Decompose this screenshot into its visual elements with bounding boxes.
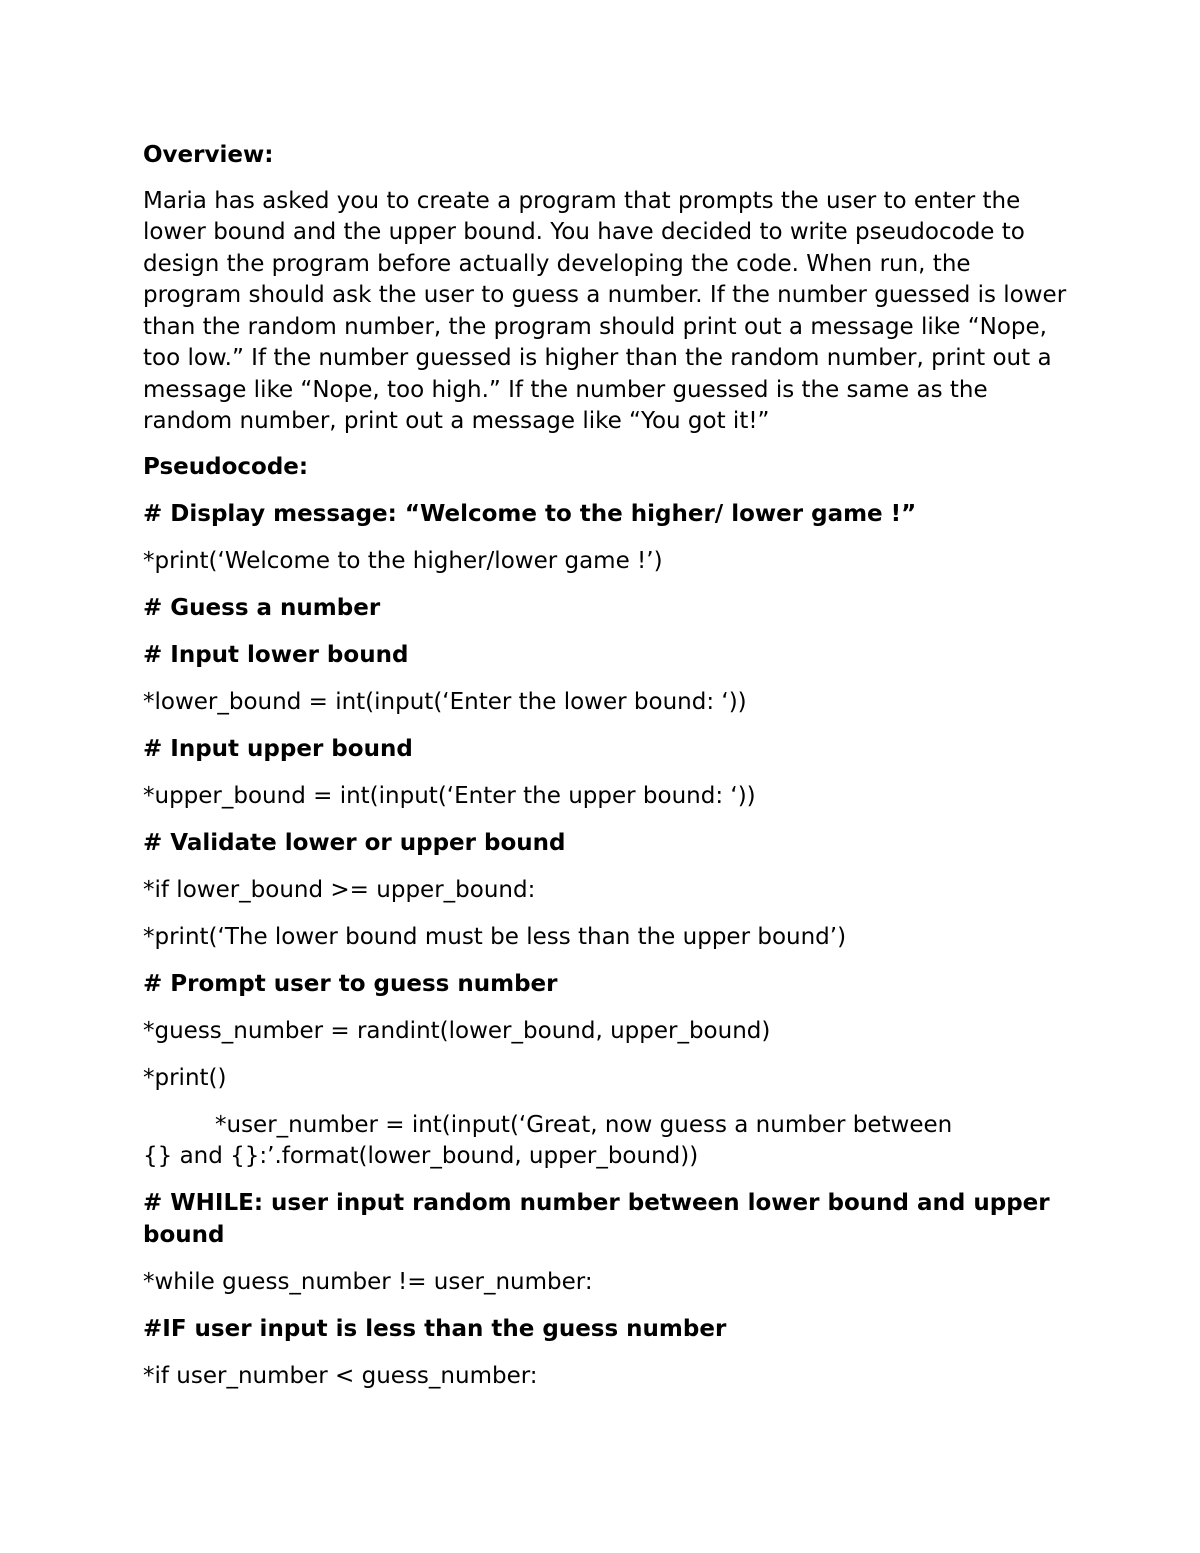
spacer (143, 1345, 1073, 1361)
comment-guess-number: # Guess a number (143, 594, 381, 621)
spacer (143, 1047, 1073, 1063)
spacer (143, 1094, 1073, 1110)
spacer (143, 624, 1073, 640)
code-lower-bound: *lower_bound = int(input(‘Enter the lower bound: ‘)) (143, 688, 747, 715)
comment-input-upper: # Input upper bound (143, 735, 413, 762)
overview-paragraph: Maria has asked you to create a program that prompts the user to enter the lower bound and the upper bound. You have decided to write pseudocode to design the program before actually developing the code. When run, the program should ask the user to guess a number. If the number guessed is lower than the random number, the program should print out a message like “Nope, too low.” If the number guessed is higher than the random number, print out a message like “Nope, too high.” If the number guessed is the same as the random number, print out a message like “You got it!” (143, 187, 1067, 434)
code-if-less: *if user_number < guess_number: (143, 1362, 538, 1389)
spacer (143, 483, 1073, 499)
spacer (143, 906, 1073, 922)
code-if-validate: *if lower_bound >= upper_bound: (143, 876, 536, 903)
spacer (143, 530, 1073, 546)
spacer (143, 718, 1073, 734)
spacer (143, 577, 1073, 593)
code-user-number (143, 1110, 1073, 1173)
code-print-welcome: *print(‘Welcome to the higher/lower game !’) (143, 547, 663, 574)
overview-heading: Overview: (143, 142, 274, 168)
comment-prompt-guess: # Prompt user to guess number (143, 970, 558, 997)
spacer (143, 671, 1073, 687)
code-print-empty: *print() (143, 1064, 227, 1091)
comment-input-lower: # Input lower bound (143, 641, 409, 668)
code-print-validate: *print(‘The lower bound must be less than the upper bound’) (143, 923, 847, 950)
spacer (143, 765, 1073, 781)
code-user-number-line-2: {} and {}:’.format(lower_bound, upper_bound)) (143, 1143, 699, 1169)
pseudocode-heading: Pseudocode: (143, 453, 309, 480)
document-page (143, 140, 1073, 1392)
comment-if-less: #IF user input is less than the guess number (143, 1315, 727, 1342)
spacer (143, 1298, 1073, 1314)
comment-while-loop: # WHILE: user input random number between lower bound and upper bound (143, 1190, 1050, 1248)
spacer (143, 1251, 1073, 1267)
spacer (143, 1173, 1073, 1189)
spacer (143, 812, 1073, 828)
spacer (143, 1000, 1073, 1016)
code-upper-bound: *upper_bound = int(input(‘Enter the upper bound: ‘)) (143, 782, 756, 809)
code-while-loop: *while guess_number != user_number: (143, 1268, 593, 1295)
spacer (143, 953, 1073, 969)
code-guess-number: *guess_number = randint(lower_bound, upper_bound) (143, 1017, 771, 1044)
code-user-number-line-1: *user_number = int(input(‘Great, now guess a number between (215, 1111, 953, 1138)
spacer (143, 859, 1073, 875)
comment-validate-bounds: # Validate lower or upper bound (143, 829, 566, 856)
comment-display-message: # Display message: “Welcome to the higher/ lower game !” (143, 500, 917, 527)
